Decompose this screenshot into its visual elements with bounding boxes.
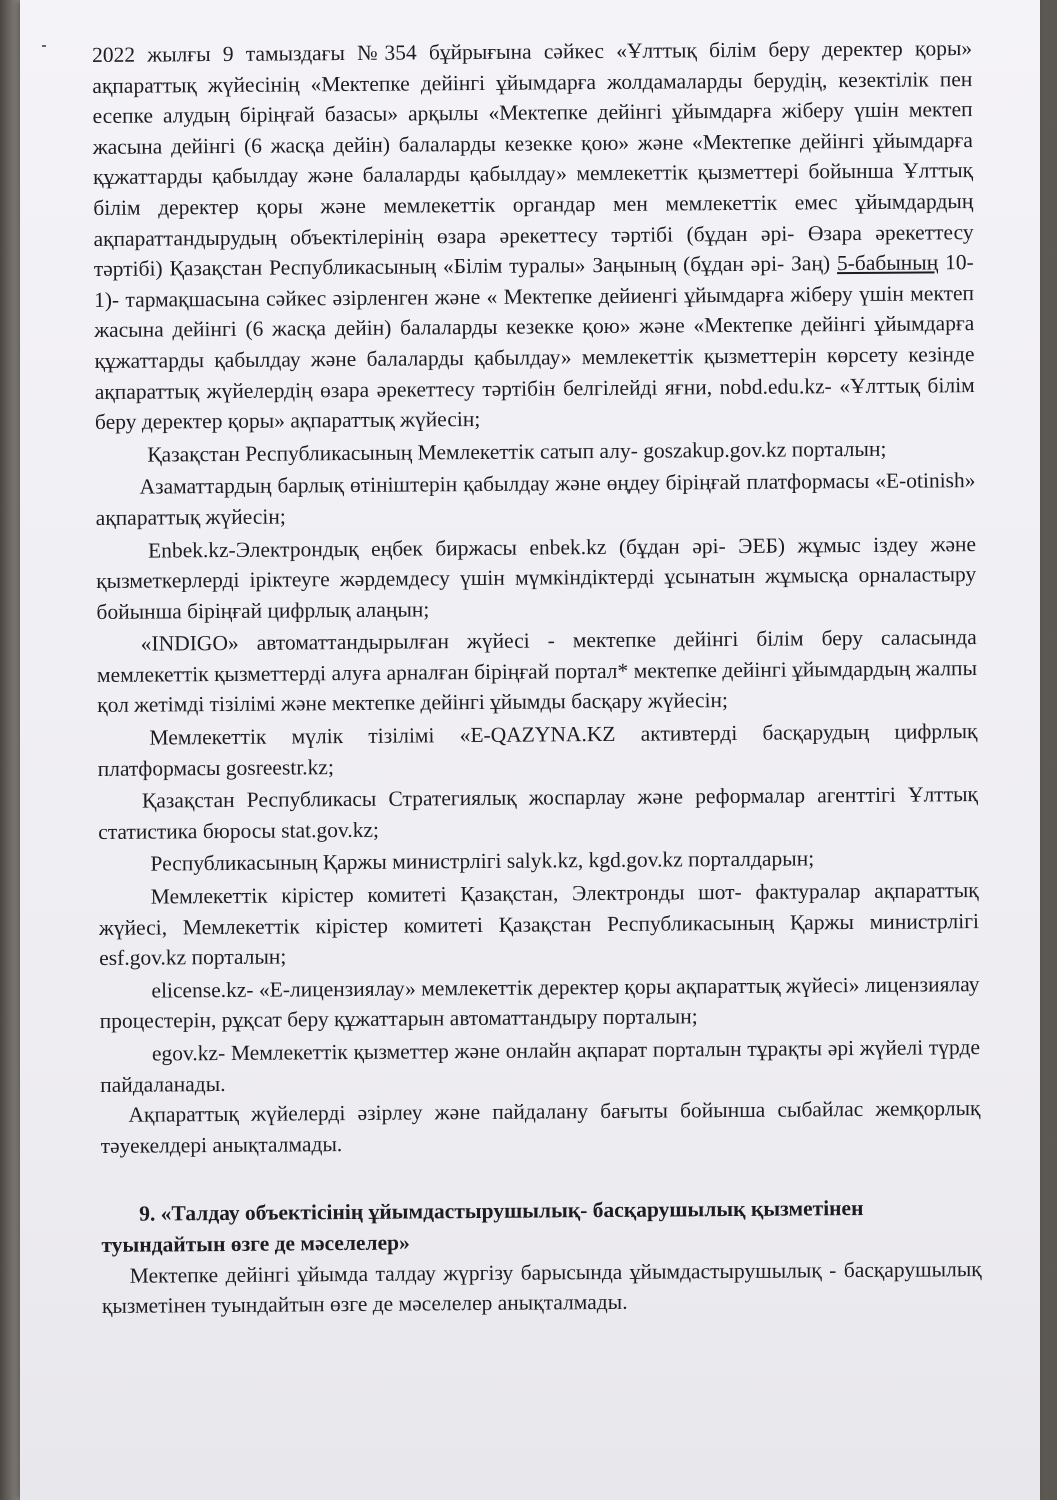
paper-mark — [42, 45, 46, 47]
list-item-indigo: «INDIGO» автоматтандырылған жүйесі - мектепке дейінгі білім беру саласында мемлекеттік қызметтерді алуға арналған біріңғай портал* мектепке дейінгі ұйымдардың жалпы қол жетімді тізілімі және мектепке дейінгі ұйымды басқару жүйесін; — [96, 625, 978, 718]
list-item-salyk: Республикасының Қаржы министрлігі salyk.kz, kgd.gov.kz порталдарын; — [150, 846, 815, 877]
list-item-e-qazyna: Мемлекеттік мүлік тізілімі «E-QAZYNA.KZ активтерді басқарудың цифрлық платформасы gosreestr.kz; — [97, 719, 978, 781]
list-item-egov: egov.kz- Мемлекеттік қызметтер және онлайн ақпарат порталын тұрақты әрі жүйелі түрде пайдаланады. — [100, 1035, 981, 1097]
list-item-enbek: Enbek.kz-Электрондық еңбек биржасы enbek.kz (бұдан әрі- ЭЕБ) жұмыс іздеу және қызметкерлерді іріктеуге жәрдемдесу үшін мүмкіндіктерді ұсынатын жұмысқа орналастыру бойынша біріңғай цифрлық алаңын; — [96, 531, 977, 624]
document-body — [92, 33, 982, 1322]
section-heading: 9. «Талдау объектісінің ұйымдастырушылық- басқарушылық қызметінен туындайтын өзге де мәселелер» — [101, 1196, 864, 1257]
intro-text-end: 10-1)- тармақшасына сәйкес әзірленген және « Мектепке дейиенгі ұйымдарға жіберу үшін мектеп жасына дейінгі (6 жасқа дейін) балаларды кезекке қою» және «Мектепке дейінгі ұйымдарға құжаттарды қабылдау және балаларды қабылдау» мемлекеттік қызметтерін көрсету кезінде ақпараттық жүйелердің өзара әрекеттесу тәртібін белгілейді яғни, nobd.edu.kz- «Ұлттық білім беру деректер қоры» ақпараттық жүйесін; — [93, 250, 975, 435]
intro-paragraph — [92, 33, 975, 438]
law-article-link[interactable]: 5-бабының — [836, 250, 939, 276]
list-item-stat: Қазақстан Республикасы Стратегиялық жоспарлау және реформалар агенттігі Ұлттық статистика бюросы stat.gov.kz; — [98, 782, 979, 844]
intro-text-start: 2022 жылғы 9 тамыздағы №354 бұйрығына сәйкес «Ұлттық білім беру деректер қоры» ақпараттық жүйесінің «Мектепке дейінгі ұйымдарға жолдамаларды берудің, кезектілік пен есепке алудың біріңғай базасы» арқылы «Мектепке дейінгі ұйымдарға жіберу үшін мектеп жасына дейінгі (6 жасқа дейін) балаларды кезекке қою» және «Мектепке дейінгі ұйымдарға құжаттарды қабылдау және балаларды қабылдау» мемлекеттік қызметтері бойынша Ұлттық білім деректер қоры және мемлекеттік органдар мен мемлекеттік емес ұйымдардың ақпараттандырудың объектілерінің өзара әрекеттесу тәртібі (бұдан әрі- Өзара әрекеттесу тәртібі) Қазақстан Республикасының «Білім туралы» Заңының (бұдан әрі- Заң) — [92, 36, 974, 282]
list-item-goszakup: Қазақстан Республикасының Мемлекеттік сатып алу- goszakup.gov.kz порталын; — [147, 436, 887, 467]
list-item-esf: Мемлекеттік кірістер комитеті Қазақстан, Электронды шот- фактуралар ақпараттық жүйесі, Мемлекеттік кірістер комитеті Қазақстан Республикасының Қаржы министрлігі esf.gov.kz порталын; — [98, 878, 980, 971]
list-item-e-otinish: Азаматтардың барлық өтініштерін қабылдау және өңдеу біріңғай платформасы «E-otinish» ақпараттық жүйесін; — [95, 468, 976, 530]
conclusion-paragraph: Ақпараттық жүйелерді әзірлеу және пайдалану бағыты бойынша сыбайлас жемқорлық тәуекелдері анықталмады. — [100, 1096, 981, 1158]
section-paragraph: Мектепке дейінгі ұйымда талдау жүргізу барысында ұйымдастырушылық - басқарушылық қызметінен туындайтын өзге де мәселелер анықталмады. — [101, 1256, 982, 1319]
list-item-elicense: elicense.kz- «Е-лицензиялау» мемлекеттік деректер қоры ақпараттық жүйесі» лицензиялау процестерін, рұқсат беру құжаттарын автоматтандыру порталын; — [99, 971, 980, 1034]
